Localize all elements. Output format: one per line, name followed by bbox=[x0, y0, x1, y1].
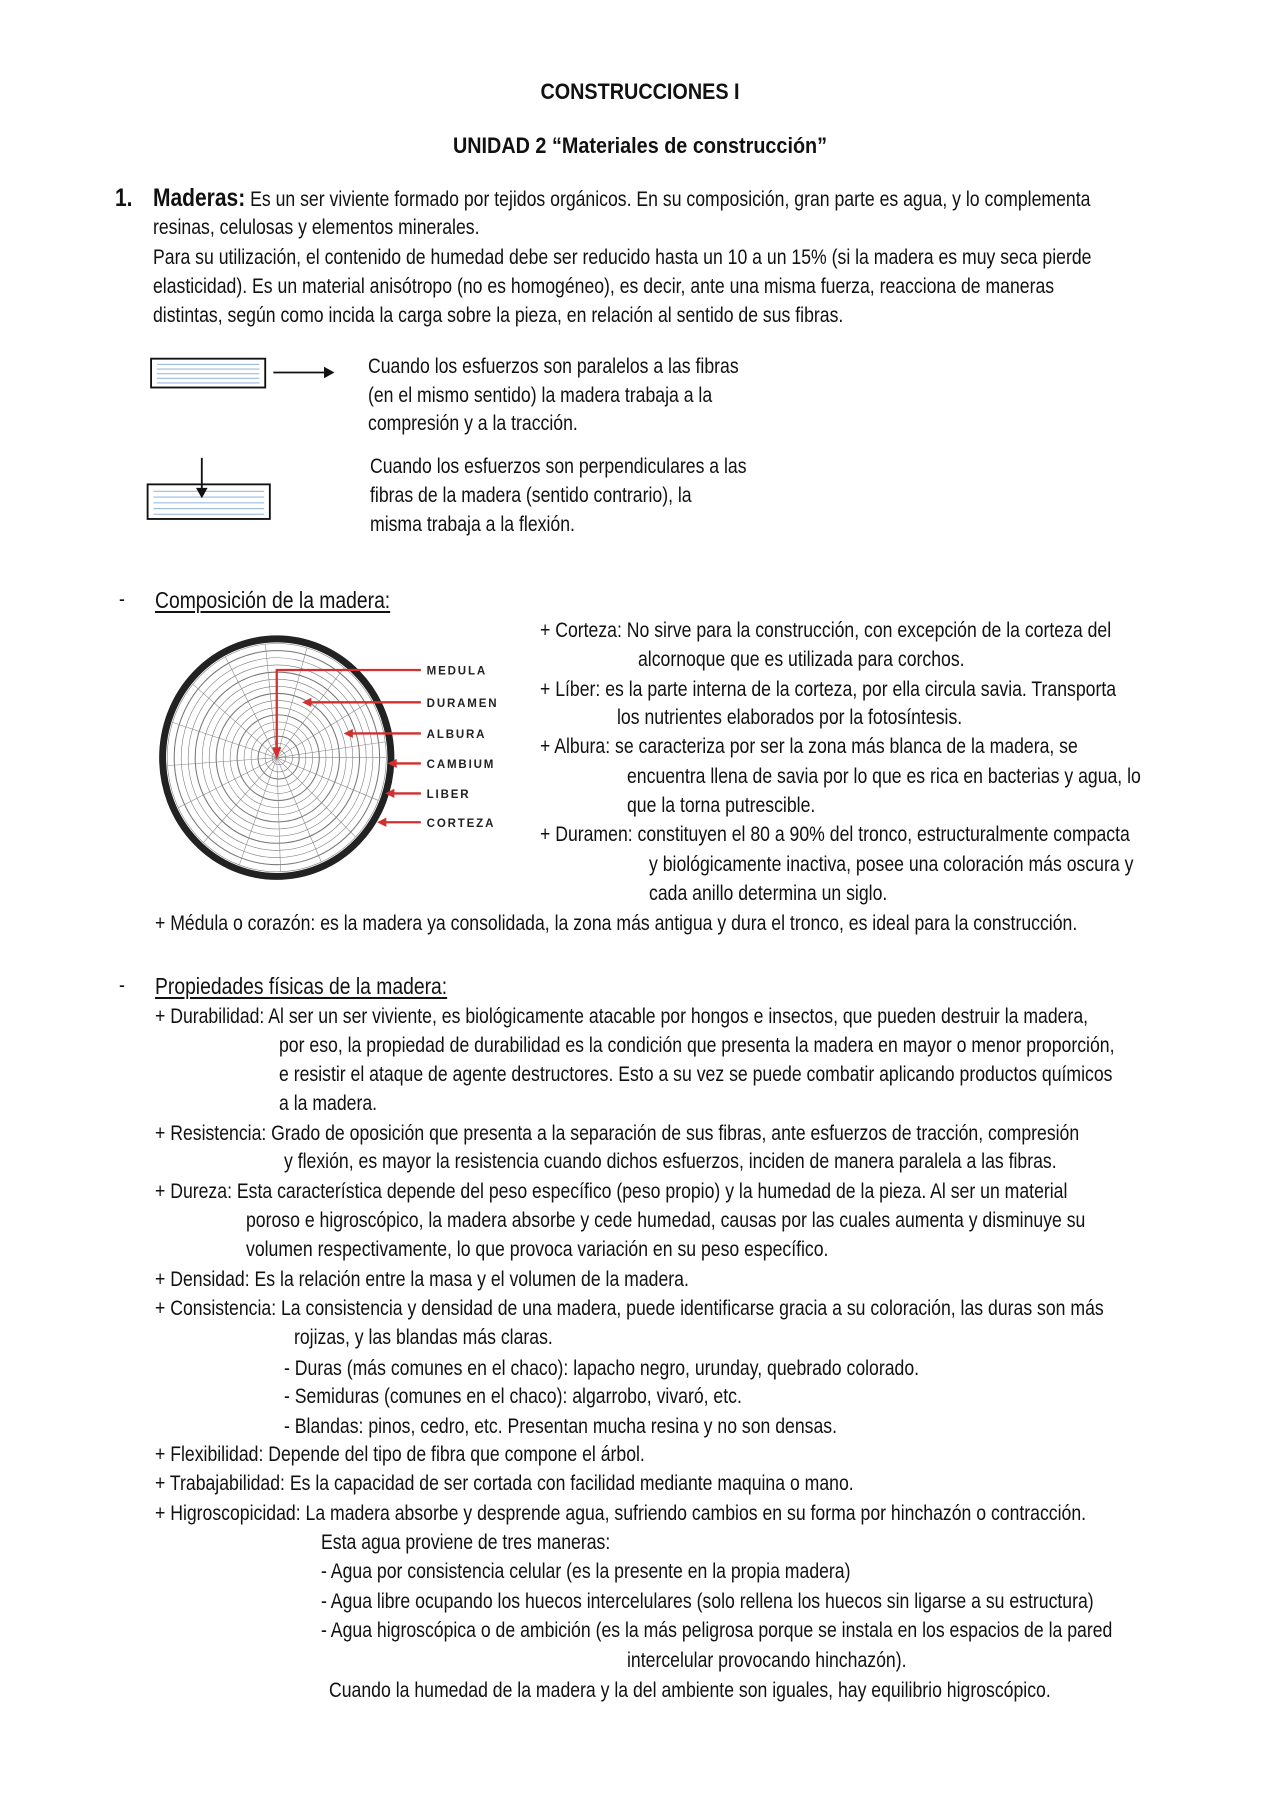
property-line: + Consistencia: La consistencia y densidad de una madera, puede identificarse gracia a su coloración, las duras son más bbox=[154, 1296, 1104, 1320]
property-line: volumen respectivamente, lo que provoca variación en su peso específico. bbox=[245, 1238, 829, 1262]
property-line: por eso, la propiedad de durabilidad es la condición que presenta la madera en mayor o menor proporción, bbox=[279, 1033, 1115, 1057]
property-line: poroso e higroscópico, la madera absorbe y cede humedad, causas por las cuales aumenta y disminuye su bbox=[245, 1209, 1085, 1233]
perpendicular-text: fibras de la madera (sentido contrario), la bbox=[370, 483, 692, 507]
parallel-text: compresión y a la tracción. bbox=[367, 412, 578, 436]
property-line: + Durabilidad: Al ser un ser viviente, es biológicamente atacable por hongos e insectos, que pueden destruir la madera, bbox=[154, 1005, 1088, 1029]
property-line: Esta agua proviene de tres maneras: bbox=[320, 1530, 610, 1554]
composition-line: alcornoque que es utilizada para corchos. bbox=[637, 647, 965, 671]
label-medula: MEDULA bbox=[426, 665, 487, 678]
label-duramen: DURAMEN bbox=[426, 697, 499, 710]
property-line: e resistir el ataque de agente destructores. Esto a su vez se puede combatir aplicando productos químicos bbox=[279, 1062, 1113, 1086]
property-line: rojizas, y las blandas más claras. bbox=[294, 1325, 553, 1349]
property-subitem: - Agua higroscópica o de ambición (es la más peligrosa porque se instala en los espacios de la pared bbox=[320, 1618, 1112, 1642]
composition-line: + Médula o corazón: es la madera ya consolidada, la zona más antigua y dura el tronco, es ideal para la construcción. bbox=[154, 911, 1077, 935]
bullet-dash: - bbox=[118, 973, 125, 997]
document-title: CONSTRUCCIONES I bbox=[540, 79, 740, 105]
composition-line: + Albura: se caracteriza por ser la zona más blanca de la madera, se bbox=[539, 735, 1078, 759]
composition-line: encuentra llena de savia por lo que es rica en bacterias y agua, lo bbox=[627, 765, 1142, 789]
property-line: + Higroscopicidad: La madera absorbe y desprende agua, sufriendo cambios en su forma por hinchazón o contracción. bbox=[154, 1502, 1086, 1526]
section-maderas-line bbox=[153, 185, 1090, 213]
parallel-force-diagram bbox=[151, 359, 334, 388]
tree-cross-section-diagram bbox=[163, 639, 499, 877]
perpendicular-text: Cuando los esfuerzos son perpendiculares a las bbox=[370, 455, 747, 479]
composition-heading: Composición de la madera: bbox=[154, 586, 390, 613]
composition-line: los nutrientes elaborados por la fotosíntesis. bbox=[616, 706, 963, 730]
composition-line: y biológicamente inactiva, posee una coloración más oscura y bbox=[649, 852, 1134, 876]
property-subitem: - Duras (más comunes en el chaco): lapacho negro, urunday, quebrado colorado. bbox=[283, 1356, 919, 1380]
composition-line: + Duramen: constituyen el 80 a 90% del tronco, estructuralmente compacta bbox=[539, 822, 1130, 846]
property-subitem: intercelular provocando hinchazón). bbox=[627, 1648, 907, 1672]
perpendicular-text: misma trabaja a la flexión. bbox=[370, 512, 576, 536]
property-subitem: - Blandas: pinos, cedro, etc. Presentan mucha resina y no son densas. bbox=[283, 1414, 837, 1438]
paragraph-line: resinas, celulosas y elementos minerales. bbox=[153, 216, 480, 240]
property-line: Cuando la humedad de la madera y la del ambiente son iguales, hay equilibrio higroscópico. bbox=[328, 1678, 1051, 1702]
composition-line: cada anillo determina un siglo. bbox=[649, 881, 888, 905]
parallel-text: (en el mismo sentido) la madera trabaja a la bbox=[367, 383, 713, 407]
label-liber: LIBER bbox=[426, 789, 471, 802]
composition-line: + Corteza: No sirve para la construcción, con excepción de la corteza del bbox=[539, 618, 1111, 642]
property-line: a la madera. bbox=[279, 1091, 378, 1115]
parallel-text: Cuando los esfuerzos son paralelos a las fibras bbox=[367, 354, 739, 378]
property-line: + Dureza: Esta característica depende del peso específico (peso propio) y la humedad de la pieza. Al ser un material bbox=[154, 1180, 1067, 1204]
section-term: Maderas: bbox=[153, 184, 246, 213]
label-cambium: CAMBIUM bbox=[426, 759, 496, 772]
property-subitem: - Semiduras (comunes en el chaco): algarrobo, vivaró, etc. bbox=[283, 1384, 742, 1408]
property-line: y flexión, es mayor la resistencia cuando dichos esfuerzos, inciden de manera paralela a las fibras. bbox=[283, 1150, 1057, 1174]
paragraph-line: elasticidad). Es un material anisótropo (no es homogéneo), es decir, ante una misma fuerza, reacciona de maneras bbox=[153, 275, 1055, 299]
property-line: + Densidad: Es la relación entre la masa y el volumen de la madera. bbox=[154, 1268, 689, 1292]
paragraph-line: Es un ser viviente formado por tejidos orgánicos. En su composición, gran parte es agua, y lo complementa bbox=[245, 188, 1091, 212]
medullary-ray bbox=[277, 668, 344, 758]
composition-line: + Líber: es la parte interna de la corteza, por ella circula savia. Transporta bbox=[539, 677, 1116, 701]
label-corteza: CORTEZA bbox=[426, 817, 496, 830]
medullary-ray bbox=[203, 758, 276, 843]
bullet-dash: - bbox=[118, 587, 125, 611]
medullary-ray bbox=[167, 758, 276, 766]
paragraph-line: Para su utilización, el contenido de humedad debe ser reducido hasta un 10 a un 15% (si la madera es muy seca pierde bbox=[153, 246, 1092, 270]
property-line: + Flexibilidad: Depende del tipo de fibra que compone el árbol. bbox=[154, 1443, 645, 1467]
perpendicular-force-diagram bbox=[148, 458, 270, 519]
paragraph-line: distintas, según como incida la carga sobre la pieza, en relación al sentido de sus fibras. bbox=[153, 303, 844, 327]
property-subitem: - Agua por consistencia celular (es la presente en la propia madera) bbox=[320, 1559, 851, 1583]
composition-line: que la torna putrescible. bbox=[627, 794, 816, 818]
unit-title: UNIDAD 2 “Materiales de construcción” bbox=[452, 133, 828, 159]
label-albura: ALBURA bbox=[426, 729, 487, 742]
properties-heading: Propiedades físicas de la madera: bbox=[154, 972, 447, 999]
property-line: + Resistencia: Grado de oposición que presenta a la separación de sus fibras, ante esfuerzos de tracción, compresión bbox=[154, 1121, 1079, 1145]
property-subitem: - Agua libre ocupando los huecos intercelulares (solo rellena los huecos sin ligarse a su estructura) bbox=[320, 1589, 1094, 1613]
section-number: 1. bbox=[115, 184, 133, 213]
property-line: + Trabajabilidad: Es la capacidad de ser cortada con facilidad mediante maquina o mano. bbox=[154, 1472, 854, 1496]
